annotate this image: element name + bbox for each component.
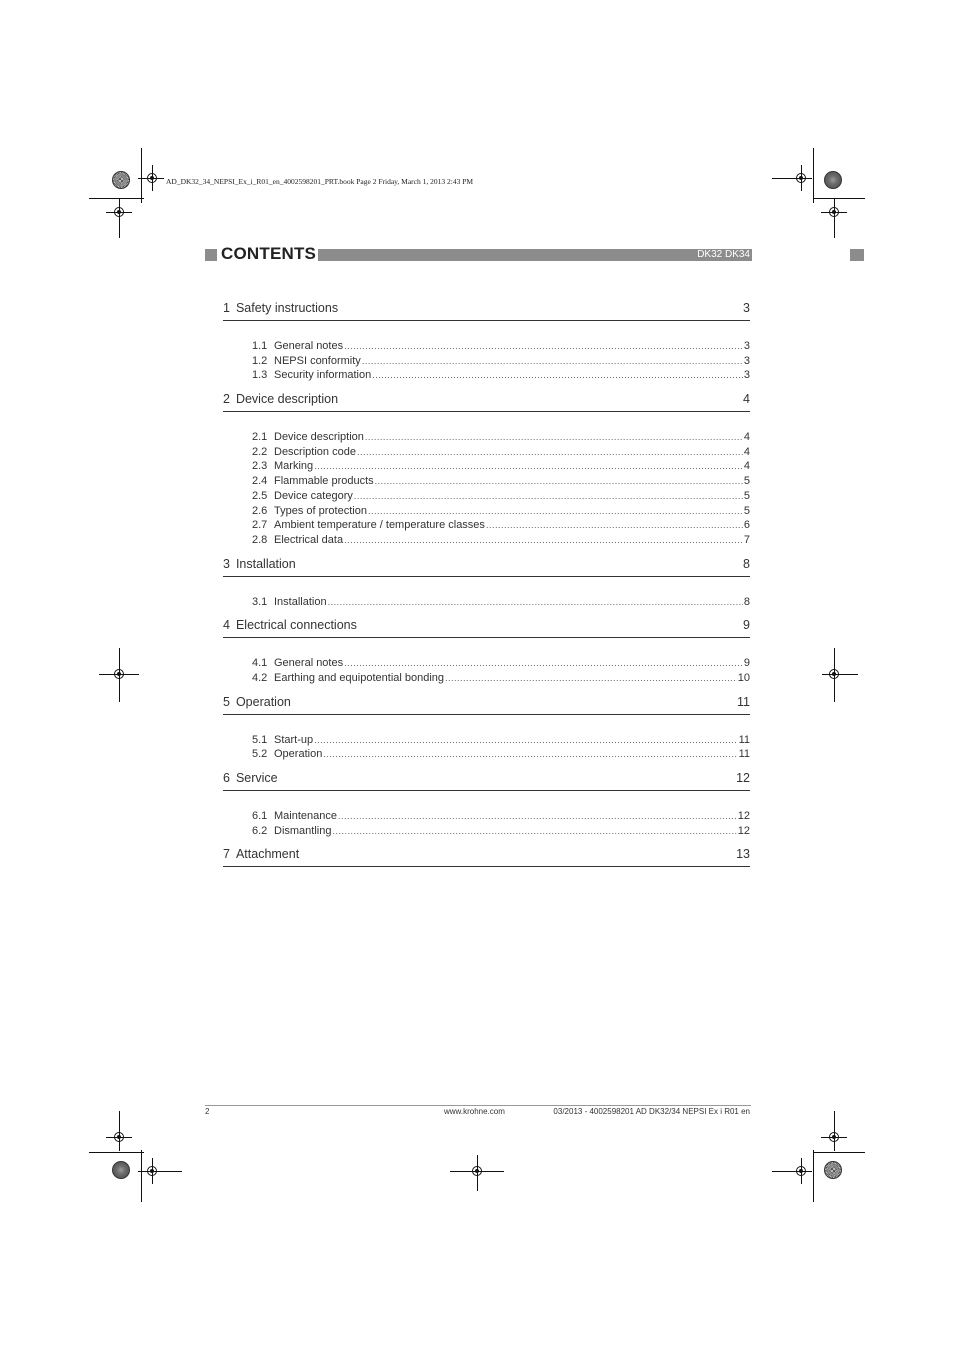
toc-section-label [223, 557, 296, 571]
toc-entry[interactable] [252, 595, 750, 610]
toc-entry-title: General notes [274, 657, 344, 670]
toc-entry[interactable] [252, 518, 750, 533]
toc-section-page: 11 [737, 694, 750, 709]
toc-section-page: 8 [743, 556, 750, 571]
dot-leader [344, 339, 743, 354]
crop-mark [821, 1137, 847, 1138]
toc-entry-title: Device category [274, 489, 353, 502]
toc-section [223, 846, 750, 875]
toc-entry-number: 2.2 [252, 445, 268, 458]
toc-entry-page: 6 [743, 519, 750, 532]
print-slug: AD_DK32_34_NEPSI_Ex_i_R01_en_4002598201_PRT.book Page 2 Friday, March 1, 2013 2:43 PM [166, 177, 474, 186]
toc-section-page: 4 [743, 392, 750, 407]
toc-entry-number: 1.1 [252, 340, 268, 352]
toc-entry-title: Description code [274, 445, 356, 458]
toc-entry-page: 10 [737, 671, 750, 684]
toc-section-label [223, 771, 278, 785]
toc-section-title: Operation [235, 694, 291, 709]
toc-entry-number: 1.3 [252, 369, 268, 382]
crop-mark [89, 198, 144, 199]
toc-section-heading[interactable] [223, 617, 750, 638]
toc-section-heading[interactable] [223, 300, 750, 321]
toc-entry-page: 3 [743, 340, 750, 352]
toc-section-heading[interactable] [223, 846, 750, 867]
toc-entry[interactable] [252, 474, 750, 489]
toc-entry-title: Device description [274, 431, 364, 444]
toc-section [223, 556, 750, 618]
toc-entry-title: Marking [274, 460, 314, 473]
header-marker-right [850, 249, 864, 261]
crop-mark [119, 1111, 120, 1151]
toc-section-heading[interactable] [223, 391, 750, 412]
dot-leader [314, 459, 743, 474]
toc-entry[interactable] [252, 368, 750, 383]
toc-entry-title: Security information [274, 369, 372, 382]
toc-entry-page: 12 [737, 824, 750, 837]
crop-mark [813, 1150, 814, 1202]
toc-entry-number: 4.1 [252, 657, 268, 670]
toc-entry[interactable] [252, 504, 750, 519]
toc-entry-page: 5 [743, 504, 750, 517]
toc-section-heading[interactable] [223, 770, 750, 791]
toc-entry-number: 5.2 [252, 748, 268, 761]
toc-entry-number: 3.1 [252, 595, 268, 608]
toc-section-heading[interactable] [223, 556, 750, 577]
registration-disc-bottom-left [112, 1161, 130, 1179]
dot-leader [375, 474, 743, 489]
toc-section-title: Installation [235, 556, 296, 571]
toc-section-label [223, 847, 299, 861]
toc-entry-number: 6.1 [252, 810, 268, 822]
toc-entry[interactable] [252, 489, 750, 504]
toc-entry-title: NEPSI conformity [274, 354, 361, 367]
crop-mark [821, 212, 847, 213]
crop-mark [834, 198, 835, 238]
crop-mark [772, 1171, 812, 1172]
crop-mark [801, 165, 802, 191]
toc-entry-page: 5 [743, 475, 750, 488]
dot-leader [362, 354, 743, 369]
toc-subsection-list [223, 791, 750, 846]
toc-section [223, 770, 750, 846]
toc-subsection-list [223, 577, 750, 618]
crop-mark [141, 148, 142, 203]
toc-section [223, 300, 750, 391]
toc-section-page: 9 [743, 618, 750, 633]
toc-entry-title: Maintenance [274, 810, 337, 822]
toc-section-label [223, 618, 357, 632]
toc-entry-page: 11 [738, 733, 750, 746]
crop-mark [813, 148, 814, 203]
toc-entry-title: Start-up [274, 733, 314, 746]
toc-section-label [223, 695, 291, 709]
crop-mark [477, 1155, 478, 1191]
dot-leader [372, 368, 743, 383]
toc-subsection-list [223, 321, 750, 391]
toc-entry-page: 9 [743, 657, 750, 670]
dot-leader [332, 824, 736, 839]
footer-website: www.krohne.com [444, 1107, 505, 1116]
toc-entry-page: 11 [738, 748, 750, 761]
toc-entry-title: Earthing and equipotential bonding [274, 671, 445, 684]
toc-section [223, 391, 750, 556]
crop-mark [152, 1158, 153, 1184]
toc-section-title: Device description [235, 392, 339, 407]
crop-mark [106, 212, 132, 213]
dot-leader [368, 504, 743, 519]
toc-section-title: Electrical connections [235, 618, 357, 633]
toc-entry-title: Installation [274, 595, 327, 608]
crop-mark [822, 674, 858, 675]
crop-mark [834, 1111, 835, 1151]
registration-disc-bottom-right [824, 1161, 842, 1179]
crop-mark [772, 178, 812, 179]
crop-mark [119, 198, 120, 238]
toc-section-number: 3 [223, 556, 230, 571]
toc-subsection-list [223, 638, 750, 693]
crop-mark [138, 1171, 182, 1172]
footer-divider [205, 1105, 751, 1106]
toc-entry-title: Flammable products [274, 475, 374, 488]
toc-entry[interactable] [252, 733, 750, 748]
toc-section-title: Attachment [235, 847, 300, 862]
toc-entry[interactable] [252, 656, 750, 671]
toc-entry-page: 5 [743, 489, 750, 502]
toc-entry-number: 2.8 [252, 533, 268, 546]
crop-mark [801, 1158, 802, 1184]
registration-disc-top-left [112, 171, 130, 189]
toc-section-heading[interactable] [223, 694, 750, 715]
toc-entry[interactable] [252, 747, 750, 762]
toc-section-title: Safety instructions [235, 301, 339, 315]
toc-entry-page: 4 [743, 445, 750, 458]
crop-mark [813, 198, 865, 199]
toc-entry-number: 4.2 [252, 671, 268, 684]
toc-entry-number: 2.4 [252, 475, 268, 488]
toc-entry-number: 2.1 [252, 431, 268, 444]
dot-leader [365, 430, 743, 445]
toc-subsection-list [223, 412, 750, 556]
toc-entry-page: 12 [737, 810, 750, 822]
toc-entry-page: 4 [743, 431, 750, 444]
toc-entry[interactable] [252, 671, 750, 686]
toc-section-page: 13 [736, 847, 750, 862]
dot-leader [344, 656, 743, 671]
crop-mark [813, 1152, 865, 1153]
toc-section-number: 6 [223, 771, 230, 785]
toc-section-title: Service [235, 771, 278, 785]
toc-entry[interactable] [252, 533, 750, 548]
toc-entry-number: 2.3 [252, 460, 268, 473]
toc-entry-page: 8 [743, 595, 750, 608]
toc-entry-number: 2.5 [252, 489, 268, 502]
dot-leader [344, 533, 743, 548]
toc-entry-number: 2.7 [252, 519, 268, 532]
toc-entry-page: 3 [743, 354, 750, 367]
toc-section-number: 2 [223, 392, 230, 407]
dot-leader [354, 489, 743, 504]
page-title: CONTENTS [221, 244, 317, 263]
toc-entry[interactable] [252, 809, 750, 824]
toc-entry-title: Dismantling [274, 824, 332, 837]
dot-leader [445, 671, 737, 686]
dot-leader [357, 445, 743, 460]
toc-section-number: 1 [223, 301, 230, 315]
toc-section-label [223, 301, 338, 315]
header-marker-left [205, 249, 217, 261]
toc-section-number: 7 [223, 847, 230, 862]
product-code: DK32 DK34 [697, 249, 750, 260]
crop-mark [106, 1137, 132, 1138]
toc-section [223, 617, 750, 693]
toc-entry-title: Ambient temperature / temperature classes [274, 519, 485, 532]
table-of-contents [223, 300, 750, 875]
registration-disc-top-right [824, 171, 842, 189]
toc-entry-page: 3 [743, 369, 750, 382]
toc-entry-title: General notes [274, 340, 344, 352]
toc-entry[interactable] [252, 459, 750, 474]
toc-entry[interactable] [252, 430, 750, 445]
toc-section-label [223, 392, 338, 406]
toc-entry-number: 6.2 [252, 824, 268, 837]
header-bar [318, 249, 752, 261]
toc-entry-page: 4 [743, 460, 750, 473]
toc-entry-number: 5.1 [252, 733, 268, 746]
toc-entry-number: 2.6 [252, 504, 268, 517]
dot-leader [323, 747, 737, 762]
crop-mark [152, 165, 153, 191]
dot-leader [486, 518, 743, 533]
crop-mark [89, 1152, 144, 1153]
toc-section [223, 694, 750, 770]
dot-leader [328, 595, 743, 610]
toc-entry[interactable] [252, 354, 750, 369]
footer-doc-ref: 03/2013 - 4002598201 AD DK32/34 NEPSI Ex i R01 en [553, 1107, 750, 1116]
toc-entry[interactable] [252, 824, 750, 839]
crop-mark [141, 1150, 142, 1202]
toc-entry-number: 1.2 [252, 354, 268, 367]
toc-entry[interactable] [252, 445, 750, 460]
toc-section-page: 3 [743, 301, 750, 315]
toc-section-page: 12 [736, 771, 750, 785]
toc-entry-page: 7 [743, 533, 750, 546]
registration-target [829, 669, 839, 679]
toc-section-number: 4 [223, 618, 230, 633]
registration-target [114, 669, 124, 679]
toc-section-number: 5 [223, 694, 230, 709]
toc-subsection-list [223, 715, 750, 770]
footer-page-number: 2 [205, 1107, 210, 1116]
dot-leader [338, 809, 737, 824]
toc-entry-title: Types of protection [274, 504, 367, 517]
toc-entry-title: Operation [274, 748, 323, 761]
dot-leader [314, 733, 737, 748]
toc-entry-title: Electrical data [274, 533, 344, 546]
toc-entry[interactable] [252, 339, 750, 354]
